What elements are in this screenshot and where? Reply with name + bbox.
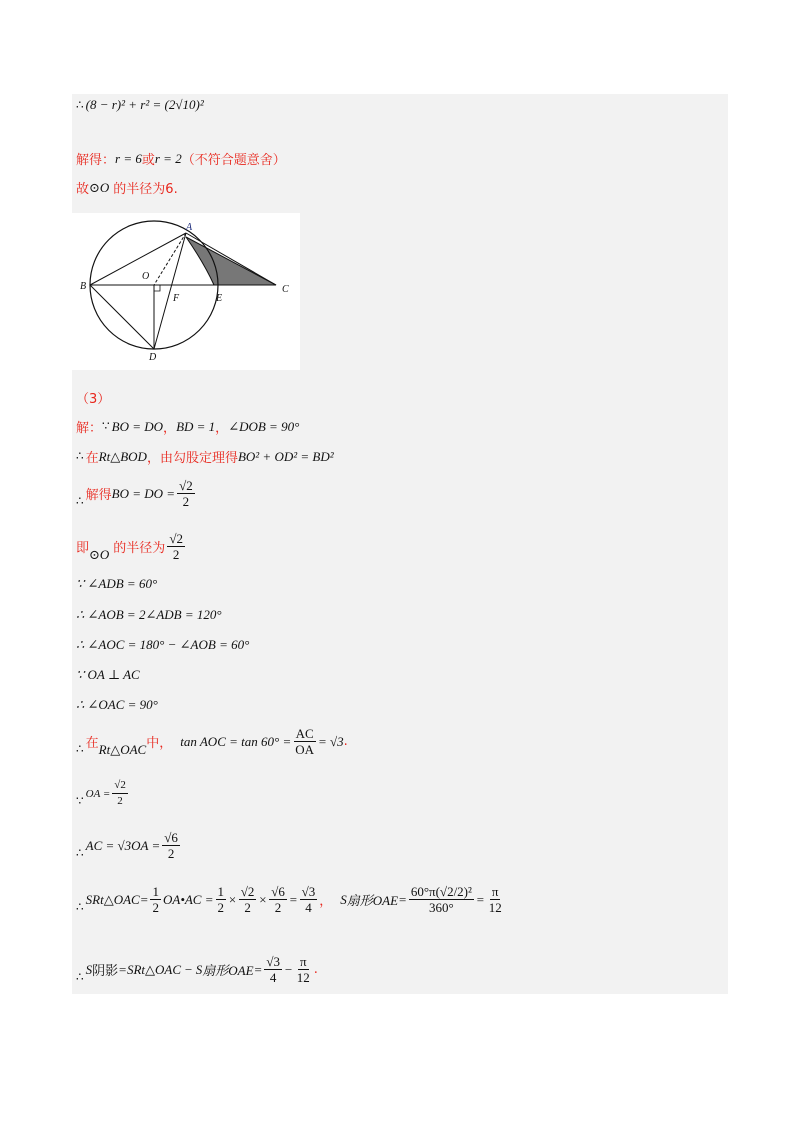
shaded-region: [186, 237, 276, 285]
part3-line-3: ∴ 解得 BO = DO = $\frac{√2}{2}$: [76, 478, 193, 509]
part3-line-1: 解： ∵ BO = DO ， BD = 1 ， ∠DOB = 90°: [76, 418, 300, 436]
line-ao-dashed: [154, 233, 186, 285]
part3-line-4: 即 ⊙O 的半径为 $\frac{√2}{2}$: [76, 531, 183, 562]
part3-line-6: ∴ ∠AOB = 2∠ADB = 120°: [76, 607, 222, 622]
part3-title: （3）: [76, 392, 111, 407]
part3-line-10: ∴ 在 Rt△OAC 中， tan AOC = tan 60° = $\frac{AC}{OA}$ = √3 .: [76, 726, 348, 757]
fraction: $\frac{√2}{2}$: [240, 884, 255, 915]
part3-line-11: ∵ OA = $\frac{√2}{2}$: [76, 779, 126, 808]
circle-diagram: [72, 213, 300, 370]
fraction: $\frac{\text{60°π(√2/2)²}}{360^\circ}$: [410, 884, 472, 915]
radius-line: 故 ⊙O 的半径为6.: [76, 179, 178, 197]
part3-line-9: ∴ ∠OAC = 90°: [76, 697, 158, 712]
geometry-figure: [72, 213, 300, 370]
fraction: $\frac{\pi}{12}$: [296, 954, 310, 985]
right-angle-mark: [154, 285, 160, 291]
fraction: $\frac{√2}{2}$: [169, 531, 183, 562]
part3-line-5: ∵ ∠ADB = 60°: [76, 576, 158, 591]
part3-line-13: ∴ S Rt△OAC = $\frac{1}{2}$ OA•AC = $\frac{1}{2}$ × $\frac{√2}{2}$ × $\frac{√6}{2}$ = $\frac{√3}{4}$ ， S 扇形OAE = $\frac{\text{60°π(√2/2)²}}{360^\circ}$ = $\frac{\pi}{12}$: [76, 884, 502, 915]
label-b: B: [80, 281, 87, 292]
fraction: $\frac{√2}{2}$: [114, 779, 126, 807]
label-o: O: [142, 271, 150, 282]
equation: (8 − r)² + r² = (2√10)²: [85, 97, 204, 112]
label-c: C: [282, 284, 289, 295]
eq-line-1: ∴ (8 − r)² + r² = (2√10)²: [76, 97, 204, 112]
part3-line-14: ∴ S 阴影 = S Rt△OAC − S 扇形OAE = $\frac{√3}{4}$ − $\frac{\pi}{12}$ .: [76, 954, 318, 985]
fraction: $\frac{√6}{2}$: [271, 884, 285, 915]
part3-line-2: ∴ 在 Rt△BOD ，由勾股定理得 BO² + OD² = BD²: [76, 448, 334, 466]
label-d: D: [149, 352, 157, 363]
fraction: $\frac{\pi}{12}$: [488, 884, 502, 915]
label-e: E: [216, 293, 223, 304]
label-a: A: [186, 222, 193, 233]
fraction: $\frac{√6}{2}$: [164, 830, 178, 861]
fraction: $\frac{√3}{4}$: [266, 954, 280, 985]
solve-line: 解得： r = 6 或 r = 2 （不符合题意舍）: [76, 150, 286, 168]
fraction: $\frac{1}{2}$: [152, 884, 159, 915]
part3-line-12: ∴ AC = √3OA = $\frac{√6}{2}$: [76, 830, 178, 861]
fraction: $\frac{√2}{2}$: [179, 478, 193, 509]
fraction: $\frac{√3}{4}$: [301, 884, 316, 915]
part3-line-8: ∵ OA ⊥ AC: [76, 667, 140, 682]
label-f: F: [173, 293, 180, 304]
fraction: $\frac{AC}{OA}$: [295, 726, 314, 757]
fraction: $\frac{1}{2}$: [217, 884, 224, 915]
line-ab: [90, 233, 186, 285]
part3-line-7: ∴ ∠AOC = 180° − ∠AOB = 60°: [76, 637, 250, 652]
line-bd: [90, 285, 154, 349]
